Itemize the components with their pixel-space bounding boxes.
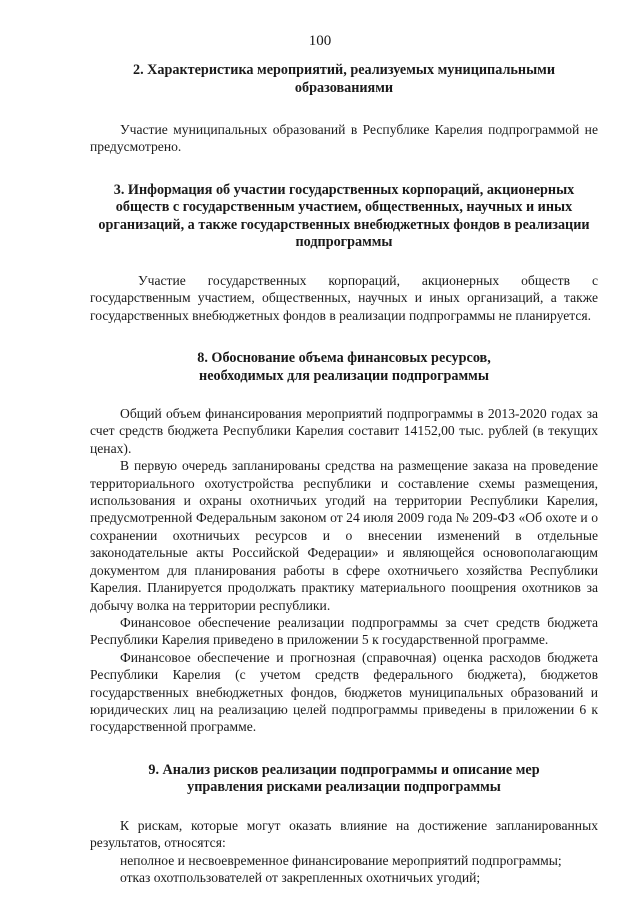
section-2-heading: 2. Характеристика мероприятий, реализуемых муниципальными образованиями [132,62,555,96]
section-8-paragraph: В первую очередь запланированы средства на размещение заказа на проведение территориального охотустройства республики и составление схемы размещения, использования и охраны охотничьих угодий на территории Республики Карелия, предусмотренной Федеральным законом от 24 июля 2009 года № 209-ФЗ «Об охоте и о сохранении охотничьих ресурсов и о внесении изменений в отдельные законодательные акты Российской Федерации» и являющейся основополагающим документом для планирования работы в сфере охотничьего хозяйства Республики Карелия. Планируется продолжать практику материального поощрения охотников за добычу волка на территории республики. [90,458,598,613]
section-8-paragraph: Финансовое обеспечение реализации подпрограммы за счет средств бюджета Республики Карелия приведено в приложении 5 к государственной программе. [90,614,598,648]
risk-list-item: неполное и несвоевременное финансирование мероприятий подпрограммы; [120,852,562,868]
section-8-paragraph: Финансовое обеспечение и прогнозная (справочная) оценка расходов бюджета Республики Карелия (с учетом средств федерального бюджета), бюджетов государственных внебюджетных фондов, бюджетов муниципальных образований и юридических лиц на реализацию целей подпрограммы приведены в приложении 6 к государственной программе. [90,649,598,735]
section-2 [90,62,598,156]
risk-list-item: отказ охотпользователей от закрепленных охотничьих угодий; [120,869,481,885]
section-9-paragraph: К рискам, которые могут оказать влияние на достижение запланированных результатов, относятся: [90,817,598,851]
section-8-heading: 8. Обоснование объема финансовых ресурсов, необходимых для реализации подпрограммы [197,350,491,384]
section-3 [90,182,598,324]
page-number: 100 [308,33,332,49]
section-3-heading: 3. Информация об участии государственных корпораций, акционерных обществ с государственным участием, общественных, научных и иных организаций, а также государственных внебюджетных фондов в реализации подпрограммы [98,181,590,251]
section-8-paragraph: Общий объем финансирования мероприятий подпрограммы в 2013-2020 годах за счет средств бюджета Республики Карелия составит 14152,00 тыс. рублей (в текущих ценах). [90,406,598,456]
section-9-heading: 9. Анализ рисков реализации подпрограммы и описание мер управления рисками реализации подпрограммы [148,761,540,796]
section-2-paragraph: Участие муниципальных образований в Республике Карелия подпрограммой не предусмотрено. [90,122,598,155]
section-3-paragraph: Участие государственных корпораций, акционерных обществ с государственным участием, общественных, научных и иных организаций, а также государственных внебюджетных фондов в реализации подпрограммы не планируется. [90,272,598,323]
document-body [90,62,598,886]
section-8 [90,350,598,736]
section-9 [90,762,598,887]
